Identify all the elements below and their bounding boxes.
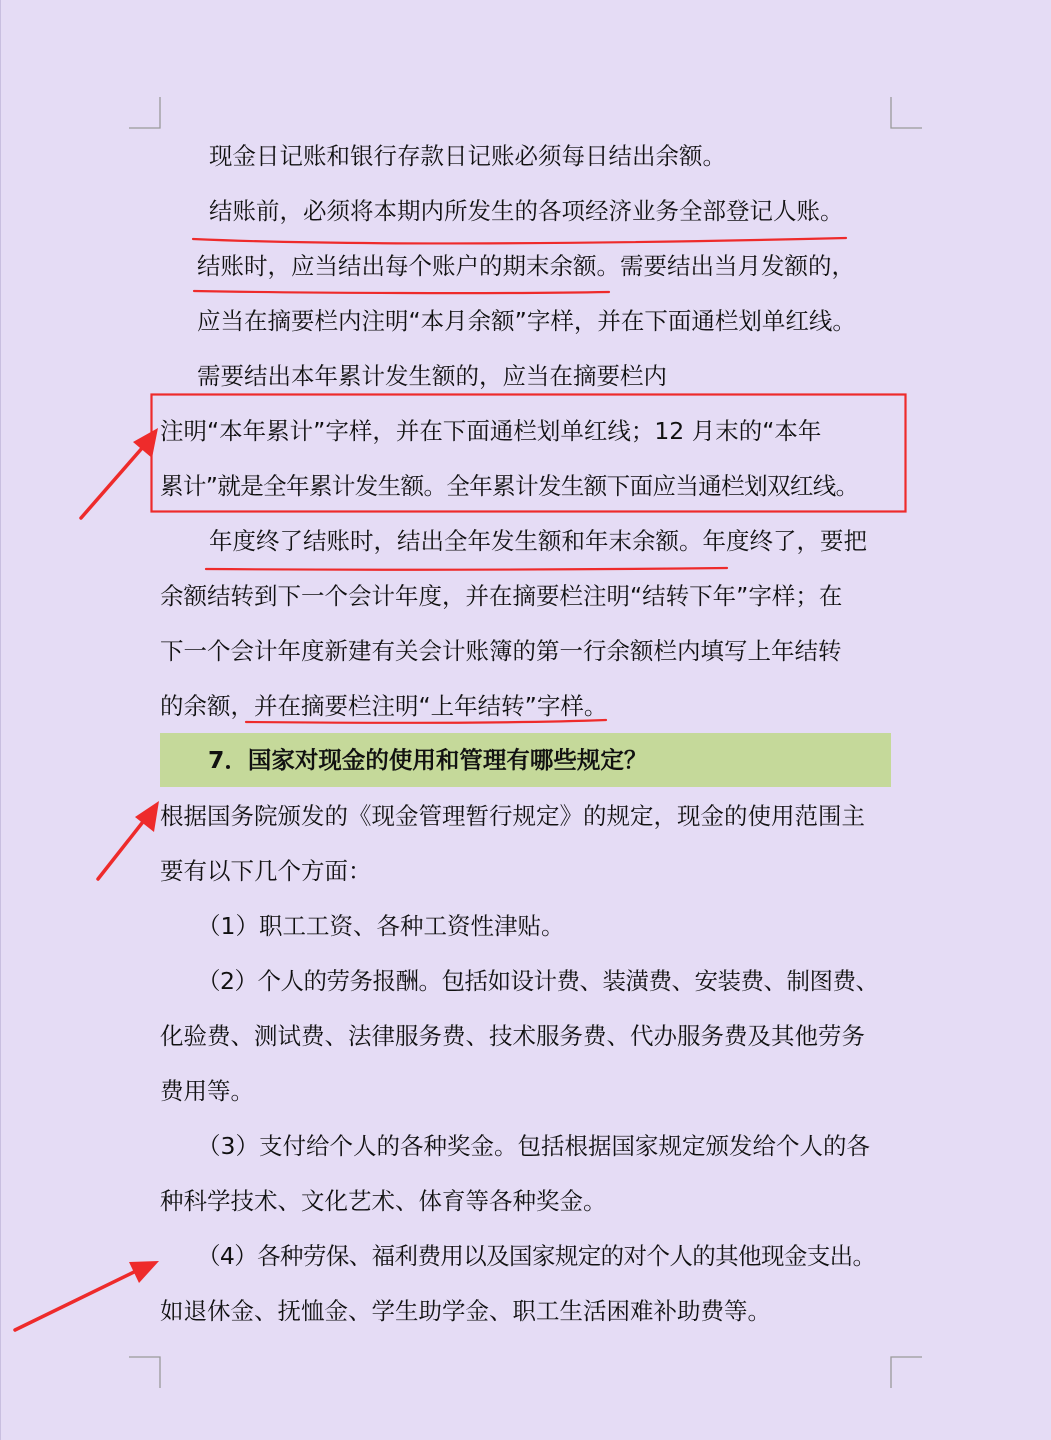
paragraph-line-4: 应当在摘要栏内注明“本月余额”字样，并在下面通栏划单红线。	[197, 307, 856, 335]
underline-mark-2	[194, 291, 609, 293]
paragraph-line-11: 的余额，并在摘要栏注明“上年结转”字样。	[160, 692, 608, 720]
paragraph2-line-8: 种科学技术、文化艺术、体育等各种奖金。	[160, 1187, 607, 1215]
margin-crop-marks	[129, 97, 922, 1388]
underline-mark-3	[206, 568, 727, 570]
paragraph2-line-2: 要有以下几个方面：	[160, 857, 372, 885]
paragraph-line-3: 结账时，应当结出每个账户的期末余额。需要结出当月发额的，	[197, 252, 855, 280]
paragraph2-line-7: （3）支付给个人的各种奖金。包括根据国家规定颁发给个人的各	[197, 1132, 870, 1160]
paragraph-line-8: 年度终了结账时，结出全年发生额和年末余额。年度终了，要把	[209, 527, 867, 555]
paragraph-line-10: 下一个会计年度新建有关会计账簿的第一行余额栏内填写上年结转	[160, 637, 842, 665]
crop-mark-top-right	[891, 97, 922, 128]
handwritten-underlines	[193, 238, 846, 723]
paragraph2-line-9: （4）各种劳保、福利费用以及国家规定的对个人的其他现金支出。	[197, 1242, 876, 1270]
paragraph2-line-6: 费用等。	[160, 1077, 254, 1105]
crop-mark-top-left	[129, 97, 160, 128]
arrow-icon	[98, 801, 159, 879]
underline-mark-4	[246, 720, 606, 723]
crop-mark-bottom-left	[129, 1357, 160, 1388]
paragraph2-line-4: （2）个人的劳务报酬。包括如设计费、装潢费、安装费、制图费、	[197, 967, 879, 995]
paragraph2-line-3: （1）职工工资、各种工资性津贴。	[197, 912, 565, 940]
paragraph-line-7: 累计”就是全年累计发生额。全年累计发生额下面应当通栏划双红线。	[160, 472, 859, 500]
paragraph-line-6: 注明“本年累计”字样，并在下面通栏划单红线；12 月末的“本年	[160, 417, 822, 445]
paragraph-line-5: 需要结出本年累计发生额的，应当在摘要栏内	[197, 362, 667, 390]
paragraph-line-2: 结账前，必须将本期内所发生的各项经济业务全部登记人账。	[209, 197, 844, 225]
paragraph-line-9: 余额结转到下一个会计年度，并在摘要栏注明“结转下年”字样；在	[160, 582, 843, 610]
arrow-icon	[81, 428, 158, 518]
paragraph2-line-5: 化验费、测试费、法律服务费、技术服务费、代办服务费及其他劳务	[160, 1022, 865, 1050]
underline-mark-1	[193, 238, 846, 243]
highlight-box	[152, 395, 906, 512]
paragraph2-line-10: 如退休金、抚恤金、学生助学金、职工生活困难补助费等。	[160, 1297, 771, 1325]
paragraph2-line-1: 根据国务院颁发的《现金管理暂行规定》的规定，现金的使用范围主	[160, 802, 865, 830]
arrow-icon	[15, 1261, 159, 1330]
crop-mark-bottom-right	[891, 1357, 922, 1388]
section-heading: 7．国家对现金的使用和管理有哪些规定？	[208, 746, 648, 774]
paragraph-line-1: 现金日记账和银行存款日记账必须每日结出余额。	[209, 142, 726, 170]
